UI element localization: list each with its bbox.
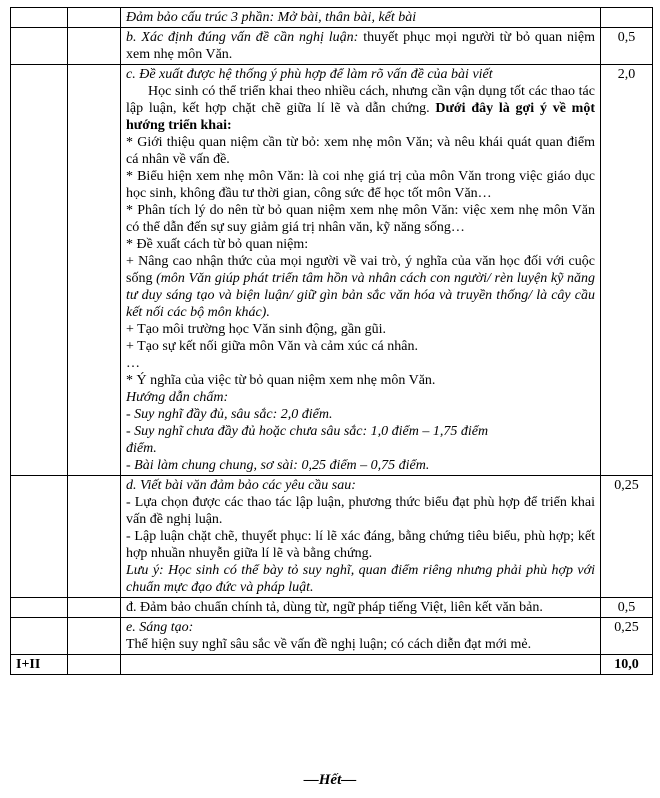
point-5-examples: (môn Văn giúp phát triển tâm hồn và nhân cách con người/ rèn luyện kỹ năng tư duy sáng tạo và biện luận/ giữ gìn bản sắc văn hóa và truyền thống/ là cây cầu kết nối các bộ môn khác).: [126, 271, 596, 320]
table-row: [11, 655, 653, 675]
criterion-b-text: thuyết phục mọi người từ bỏ quan niệm xem nhẹ môn Văn.: [126, 30, 595, 62]
total-label: I+II: [11, 655, 68, 675]
criterion-d-label: d. Viết bài văn đảm bảo các yêu cầu sau:: [126, 478, 356, 493]
cell-score: 0,25: [601, 476, 653, 598]
criterion-d-note: Lưu ý: Học sinh có thể bày tỏ suy nghĩ, quan điểm riêng nhưng phải phù hợp với chuẩn mực đạo đức và pháp luật.: [126, 563, 595, 595]
cell-question: [68, 65, 121, 476]
table-row: [11, 8, 653, 28]
criterion-d-point-2: - Lập luận chặt chẽ, thuyết phục: lí lẽ xác đáng, bằng chứng tiêu biểu, phù hợp; kết hợp nhuần nhuyễn giữa lí lẽ và bằng chứng.: [126, 529, 595, 561]
grading-guide-title: Hướng dẫn chấm:: [126, 390, 229, 405]
cell-content: [121, 28, 601, 65]
criterion-d-point-1: - Lựa chọn được các thao tác lập luận, phương thức biểu đạt phù hợp để triển khai vấn đề nghị luận.: [126, 495, 595, 527]
point-5-text: + Nâng cao nhận thức của mọi người về vai trò, ý nghĩa của văn học đối với cuộc sống: [126, 254, 595, 286]
cell-part: [11, 28, 68, 65]
cell-part: [11, 65, 68, 476]
criterion-b-label: b. Xác định đúng vấn đề cần nghị luận:: [126, 30, 359, 45]
grading-line-2: - Suy nghĩ chưa đầy đủ hoặc chưa sâu sắc: 1,0 điểm – 1,75 điểm: [126, 424, 489, 439]
point-2: * Biểu hiện xem nhẹ môn Văn: là coi nhẹ giá trị của môn Văn trong việc giáo dục học sinh, không đầu tư thời gian, công sức để học tốt môn Văn…: [126, 169, 595, 201]
grading-line-3: - Bài làm chung chung, sơ sài: 0,25 điểm – 0,75 điểm.: [126, 458, 430, 473]
cell-score: [601, 8, 653, 28]
cell-question: [68, 476, 121, 598]
cell-content: [121, 8, 601, 28]
table-row: [11, 476, 653, 598]
cell-content: [121, 65, 601, 476]
cell-question: [68, 28, 121, 65]
criterion-c-label: c. Đề xuất được hệ thống ý phù hợp để làm rõ vấn đề của bài viết: [126, 67, 493, 82]
cell-question: [68, 618, 121, 655]
cell-content: [121, 598, 601, 618]
table-row: [11, 65, 653, 476]
point-3: * Phân tích lý do nên từ bỏ quan niệm xem nhẹ môn Văn: việc xem nhẹ môn Văn có thể dẫn đến sự suy giảm giá trị nhân văn, kỹ năng sống…: [126, 203, 595, 235]
table-row: [11, 598, 653, 618]
structure-requirement: Đảm bảo cấu trúc 3 phần: Mở bài, thân bài, kết bài: [126, 10, 417, 25]
point-4: * Đề xuất cách từ bỏ quan niệm:: [126, 237, 309, 252]
grading-line-1: - Suy nghĩ đầy đủ, sâu sắc: 2,0 điểm.: [126, 407, 333, 422]
cell-part: [11, 618, 68, 655]
intro-text: Học sinh có thể triển khai theo nhiều cách, nhưng cần vận dụng tốt các thao tác lập luận, kết hợp chặt chẽ giữa lí lẽ và dẫn chứng.: [126, 84, 595, 116]
intro-bold: Dưới đây là gợi ý về một hướng triển khai: [126, 101, 596, 133]
cell-score: 0,5: [601, 598, 653, 618]
point-6: + Tạo môi trường học Văn sinh động, gần gũi.: [126, 322, 386, 337]
table-row: [11, 28, 653, 65]
cell-part: [11, 598, 68, 618]
point-5: [126, 253, 595, 321]
scoring-table: [10, 7, 653, 675]
intro-colon: :: [226, 118, 232, 133]
table-row: [11, 618, 653, 655]
criterion-creativity-text: Thể hiện suy nghĩ sâu sắc về vấn đề nghị luận; có cách diễn đạt mới mẻ.: [126, 637, 532, 652]
criterion-e-text: đ. Đảm bảo chuẩn chính tả, dùng từ, ngữ pháp tiếng Việt, liên kết văn bản.: [126, 600, 543, 615]
point-9: * Ý nghĩa của việc từ bỏ quan niệm xem nhẹ môn Văn.: [126, 373, 436, 388]
point-1: * Giới thiệu quan niệm cần từ bỏ: xem nhẹ môn Văn; và nêu khái quát quan điểm cá nhân về vấn đề.: [126, 135, 595, 167]
cell-content: [121, 618, 601, 655]
cell-score: 0,25: [601, 618, 653, 655]
cell-part: [11, 476, 68, 598]
cell-question: [68, 598, 121, 618]
grading-line-2-wrap: điểm.: [126, 441, 157, 456]
cell-score: 2,0: [601, 65, 653, 476]
point-8: …: [126, 356, 140, 371]
cell-question: [68, 8, 121, 28]
point-7: + Tạo sự kết nối giữa môn Văn và cảm xúc cá nhân.: [126, 339, 418, 354]
end-marker: —Hết—: [303, 772, 357, 788]
criterion-c-intro: [126, 83, 595, 134]
criterion-creativity-label: e. Sáng tạo:: [126, 620, 194, 635]
cell-score: 0,5: [601, 28, 653, 65]
cell-content: [121, 655, 601, 675]
cell-part: [11, 8, 68, 28]
cell-content: [121, 476, 601, 598]
cell-question: [68, 655, 121, 675]
total-score: 10,0: [601, 655, 653, 675]
